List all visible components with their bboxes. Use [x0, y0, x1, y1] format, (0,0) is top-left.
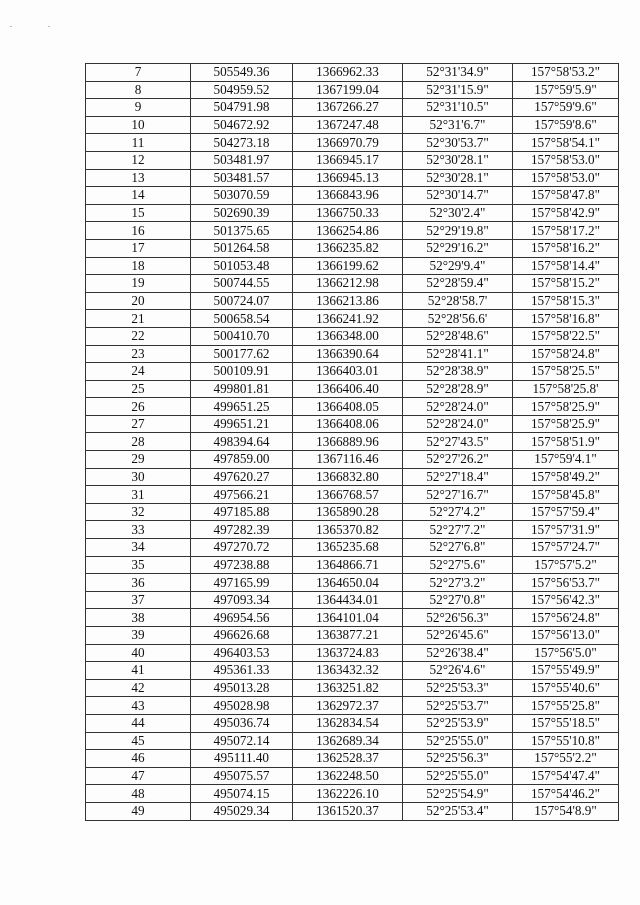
- y-coordinate-cell: 1366832.80: [293, 468, 403, 486]
- x-coordinate-cell: 503481.97: [191, 151, 293, 169]
- y-coordinate-cell: 1366213.86: [293, 292, 403, 310]
- longitude-cell: 157°56'5.0": [513, 644, 619, 662]
- longitude-cell: 157°56'53.7": [513, 574, 619, 592]
- latitude-cell: 52°27'3.2": [403, 574, 513, 592]
- y-coordinate-cell: 1366235.82: [293, 239, 403, 257]
- longitude-cell: 157°58'16.2": [513, 239, 619, 257]
- y-coordinate-cell: 1366408.05: [293, 398, 403, 416]
- x-coordinate-cell: 497620.27: [191, 468, 293, 486]
- point-number-cell: 31: [86, 486, 191, 504]
- y-coordinate-cell: 1363724.83: [293, 644, 403, 662]
- latitude-cell: 52°25'53.7": [403, 697, 513, 715]
- x-coordinate-cell: 496403.53: [191, 644, 293, 662]
- y-coordinate-cell: 1366970.79: [293, 134, 403, 152]
- y-coordinate-cell: 1363432.32: [293, 662, 403, 680]
- table-row: [86, 380, 619, 398]
- latitude-cell: 52°28'28.9": [403, 380, 513, 398]
- latitude-cell: 52°31'6.7": [403, 116, 513, 134]
- point-number-cell: 20: [86, 292, 191, 310]
- x-coordinate-cell: 500109.91: [191, 363, 293, 381]
- point-number-cell: 19: [86, 275, 191, 293]
- y-coordinate-cell: 1366199.62: [293, 257, 403, 275]
- y-coordinate-cell: 1362528.37: [293, 750, 403, 768]
- x-coordinate-cell: 497282.39: [191, 521, 293, 539]
- point-number-cell: 16: [86, 222, 191, 240]
- longitude-cell: 157°59'4.1": [513, 451, 619, 469]
- x-coordinate-cell: 500658.54: [191, 310, 293, 328]
- latitude-cell: 52°27'26.2": [403, 451, 513, 469]
- x-coordinate-cell: 497859.00: [191, 451, 293, 469]
- longitude-cell: 157°55'18.5": [513, 714, 619, 732]
- y-coordinate-cell: 1366254.86: [293, 222, 403, 240]
- x-coordinate-cell: 503481.57: [191, 169, 293, 187]
- longitude-cell: 157°57'31.9": [513, 521, 619, 539]
- latitude-cell: 52°31'34.9": [403, 64, 513, 82]
- x-coordinate-cell: 497238.88: [191, 556, 293, 574]
- table-row: [86, 750, 619, 768]
- y-coordinate-cell: 1363251.82: [293, 679, 403, 697]
- point-number-cell: 40: [86, 644, 191, 662]
- point-number-cell: 15: [86, 204, 191, 222]
- y-coordinate-cell: 1367116.46: [293, 451, 403, 469]
- point-number-cell: 46: [86, 750, 191, 768]
- longitude-cell: 157°58'16.8": [513, 310, 619, 328]
- y-coordinate-cell: 1366212.98: [293, 275, 403, 293]
- x-coordinate-cell: 497270.72: [191, 539, 293, 557]
- point-number-cell: 41: [86, 662, 191, 680]
- scan-speck: [48, 26, 50, 27]
- x-coordinate-cell: 495111.40: [191, 750, 293, 768]
- point-number-cell: 27: [86, 415, 191, 433]
- table-row: [86, 81, 619, 99]
- x-coordinate-cell: 497185.88: [191, 503, 293, 521]
- y-coordinate-cell: 1366889.96: [293, 433, 403, 451]
- x-coordinate-cell: 503070.59: [191, 187, 293, 205]
- point-number-cell: 30: [86, 468, 191, 486]
- table-row: [86, 415, 619, 433]
- table-row: [86, 257, 619, 275]
- point-number-cell: 21: [86, 310, 191, 328]
- y-coordinate-cell: 1366241.92: [293, 310, 403, 328]
- latitude-cell: 52°27'6.8": [403, 539, 513, 557]
- point-number-cell: 45: [86, 732, 191, 750]
- y-coordinate-cell: 1364434.01: [293, 591, 403, 609]
- longitude-cell: 157°58'49.2": [513, 468, 619, 486]
- point-number-cell: 35: [86, 556, 191, 574]
- point-number-cell: 43: [86, 697, 191, 715]
- longitude-cell: 157°58'53.2": [513, 64, 619, 82]
- latitude-cell: 52°25'55.0": [403, 732, 513, 750]
- table-row: [86, 521, 619, 539]
- point-number-cell: 32: [86, 503, 191, 521]
- x-coordinate-cell: 497165.99: [191, 574, 293, 592]
- table-row: [86, 451, 619, 469]
- y-coordinate-cell: 1364101.04: [293, 609, 403, 627]
- latitude-cell: 52°26'4.6": [403, 662, 513, 680]
- point-number-cell: 44: [86, 714, 191, 732]
- longitude-cell: 157°57'59.4": [513, 503, 619, 521]
- x-coordinate-cell: 501375.65: [191, 222, 293, 240]
- latitude-cell: 52°28'59.4": [403, 275, 513, 293]
- longitude-cell: 157°58'14.4": [513, 257, 619, 275]
- point-number-cell: 48: [86, 785, 191, 803]
- latitude-cell: 52°28'56.6': [403, 310, 513, 328]
- longitude-cell: 157°56'13.0": [513, 627, 619, 645]
- table-row: [86, 275, 619, 293]
- point-number-cell: 38: [86, 609, 191, 627]
- y-coordinate-cell: 1367247.48: [293, 116, 403, 134]
- x-coordinate-cell: 505549.36: [191, 64, 293, 82]
- y-coordinate-cell: 1366408.06: [293, 415, 403, 433]
- longitude-cell: 157°55'40.6": [513, 679, 619, 697]
- x-coordinate-cell: 495075.57: [191, 767, 293, 785]
- x-coordinate-cell: 501053.48: [191, 257, 293, 275]
- table-row: [86, 398, 619, 416]
- y-coordinate-cell: 1364866.71: [293, 556, 403, 574]
- longitude-cell: 157°58'45.8": [513, 486, 619, 504]
- table-row: [86, 64, 619, 82]
- latitude-cell: 52°27'5.6": [403, 556, 513, 574]
- longitude-cell: 157°58'53.0": [513, 169, 619, 187]
- latitude-cell: 52°30'28.1": [403, 169, 513, 187]
- y-coordinate-cell: 1366390.64: [293, 345, 403, 363]
- latitude-cell: 52°25'54.9": [403, 785, 513, 803]
- table-row: [86, 556, 619, 574]
- longitude-cell: 157°54'46.2": [513, 785, 619, 803]
- x-coordinate-cell: 499801.81: [191, 380, 293, 398]
- longitude-cell: 157°55'49.9": [513, 662, 619, 680]
- table-row: [86, 134, 619, 152]
- point-number-cell: 33: [86, 521, 191, 539]
- longitude-cell: 157°58'15.3": [513, 292, 619, 310]
- longitude-cell: 157°58'42.9": [513, 204, 619, 222]
- x-coordinate-cell: 495072.14: [191, 732, 293, 750]
- latitude-cell: 52°27'0.8": [403, 591, 513, 609]
- longitude-cell: 157°58'54.1": [513, 134, 619, 152]
- latitude-cell: 52°25'56.3": [403, 750, 513, 768]
- y-coordinate-cell: 1366406.40: [293, 380, 403, 398]
- table-row: [86, 486, 619, 504]
- longitude-cell: 157°58'25.9": [513, 398, 619, 416]
- latitude-cell: 52°27'16.7": [403, 486, 513, 504]
- table-row: [86, 151, 619, 169]
- latitude-cell: 52°25'53.4": [403, 802, 513, 820]
- table-row: [86, 732, 619, 750]
- table-row: [86, 644, 619, 662]
- longitude-cell: 157°58'24.8": [513, 345, 619, 363]
- x-coordinate-cell: 499651.21: [191, 415, 293, 433]
- x-coordinate-cell: 500410.70: [191, 327, 293, 345]
- table-row: [86, 310, 619, 328]
- x-coordinate-cell: 495028.98: [191, 697, 293, 715]
- point-number-cell: 23: [86, 345, 191, 363]
- y-coordinate-cell: 1363877.21: [293, 627, 403, 645]
- table-row: [86, 662, 619, 680]
- longitude-cell: 157°57'24.7": [513, 539, 619, 557]
- point-number-cell: 37: [86, 591, 191, 609]
- point-number-cell: 25: [86, 380, 191, 398]
- point-number-cell: 39: [86, 627, 191, 645]
- table-row: [86, 327, 619, 345]
- x-coordinate-cell: 495074.15: [191, 785, 293, 803]
- latitude-cell: 52°30'14.7": [403, 187, 513, 205]
- point-number-cell: 36: [86, 574, 191, 592]
- y-coordinate-cell: 1366768.57: [293, 486, 403, 504]
- table-row: [86, 714, 619, 732]
- latitude-cell: 52°26'45.6": [403, 627, 513, 645]
- point-number-cell: 22: [86, 327, 191, 345]
- point-number-cell: 9: [86, 99, 191, 117]
- point-number-cell: 17: [86, 239, 191, 257]
- table-row: [86, 697, 619, 715]
- latitude-cell: 52°27'18.4": [403, 468, 513, 486]
- point-number-cell: 7: [86, 64, 191, 82]
- x-coordinate-cell: 501264.58: [191, 239, 293, 257]
- latitude-cell: 52°30'53.7": [403, 134, 513, 152]
- x-coordinate-cell: 500724.07: [191, 292, 293, 310]
- point-number-cell: 29: [86, 451, 191, 469]
- table-row: [86, 99, 619, 117]
- longitude-cell: 157°55'10.8": [513, 732, 619, 750]
- y-coordinate-cell: 1362834.54: [293, 714, 403, 732]
- x-coordinate-cell: 498394.64: [191, 433, 293, 451]
- table-row: [86, 468, 619, 486]
- point-number-cell: 47: [86, 767, 191, 785]
- point-number-cell: 14: [86, 187, 191, 205]
- point-number-cell: 24: [86, 363, 191, 381]
- scan-speck: [10, 26, 12, 27]
- latitude-cell: 52°31'10.5": [403, 99, 513, 117]
- y-coordinate-cell: 1367199.04: [293, 81, 403, 99]
- longitude-cell: 157°54'8.9": [513, 802, 619, 820]
- x-coordinate-cell: 497566.21: [191, 486, 293, 504]
- y-coordinate-cell: 1366962.33: [293, 64, 403, 82]
- longitude-cell: 157°59'8.6": [513, 116, 619, 134]
- y-coordinate-cell: 1365890.28: [293, 503, 403, 521]
- y-coordinate-cell: 1365370.82: [293, 521, 403, 539]
- x-coordinate-cell: 495036.74: [191, 714, 293, 732]
- longitude-cell: 157°58'51.9": [513, 433, 619, 451]
- y-coordinate-cell: 1366945.17: [293, 151, 403, 169]
- latitude-cell: 52°28'24.0": [403, 415, 513, 433]
- longitude-cell: 157°58'53.0": [513, 151, 619, 169]
- y-coordinate-cell: 1367266.27: [293, 99, 403, 117]
- y-coordinate-cell: 1362226.10: [293, 785, 403, 803]
- latitude-cell: 52°27'4.2": [403, 503, 513, 521]
- coordinates-table-body: [86, 64, 619, 821]
- x-coordinate-cell: 504273.18: [191, 134, 293, 152]
- x-coordinate-cell: 500744.55: [191, 275, 293, 293]
- latitude-cell: 52°27'7.2": [403, 521, 513, 539]
- point-number-cell: 13: [86, 169, 191, 187]
- longitude-cell: 157°56'42.3": [513, 591, 619, 609]
- y-coordinate-cell: 1364650.04: [293, 574, 403, 592]
- x-coordinate-cell: 500177.62: [191, 345, 293, 363]
- latitude-cell: 52°29'19.8": [403, 222, 513, 240]
- longitude-cell: 157°58'22.5": [513, 327, 619, 345]
- table-row: [86, 345, 619, 363]
- table-row: [86, 609, 619, 627]
- latitude-cell: 52°28'48.6": [403, 327, 513, 345]
- latitude-cell: 52°28'58.7': [403, 292, 513, 310]
- point-number-cell: 8: [86, 81, 191, 99]
- longitude-cell: 157°56'24.8": [513, 609, 619, 627]
- table-row: [86, 204, 619, 222]
- y-coordinate-cell: 1362248.50: [293, 767, 403, 785]
- coordinates-table: [85, 63, 619, 821]
- table-row: [86, 574, 619, 592]
- table-row: [86, 239, 619, 257]
- x-coordinate-cell: 504791.98: [191, 99, 293, 117]
- y-coordinate-cell: 1366945.13: [293, 169, 403, 187]
- x-coordinate-cell: 495361.33: [191, 662, 293, 680]
- table-row: [86, 802, 619, 820]
- table-row: [86, 222, 619, 240]
- table-row: [86, 591, 619, 609]
- point-number-cell: 49: [86, 802, 191, 820]
- x-coordinate-cell: 504672.92: [191, 116, 293, 134]
- longitude-cell: 157°57'5.2": [513, 556, 619, 574]
- point-number-cell: 18: [86, 257, 191, 275]
- y-coordinate-cell: 1365235.68: [293, 539, 403, 557]
- longitude-cell: 157°58'17.2": [513, 222, 619, 240]
- latitude-cell: 52°31'15.9": [403, 81, 513, 99]
- point-number-cell: 42: [86, 679, 191, 697]
- table-row: [86, 679, 619, 697]
- latitude-cell: 52°29'9.4": [403, 257, 513, 275]
- table-row: [86, 187, 619, 205]
- point-number-cell: 26: [86, 398, 191, 416]
- latitude-cell: 52°28'38.9": [403, 363, 513, 381]
- longitude-cell: 157°54'47.4": [513, 767, 619, 785]
- y-coordinate-cell: 1366348.00: [293, 327, 403, 345]
- table-row: [86, 503, 619, 521]
- x-coordinate-cell: 495029.34: [191, 802, 293, 820]
- x-coordinate-cell: 499651.25: [191, 398, 293, 416]
- longitude-cell: 157°55'2.2": [513, 750, 619, 768]
- table-row: [86, 292, 619, 310]
- point-number-cell: 28: [86, 433, 191, 451]
- latitude-cell: 52°28'24.0": [403, 398, 513, 416]
- table-row: [86, 169, 619, 187]
- table-row: [86, 785, 619, 803]
- y-coordinate-cell: 1366403.01: [293, 363, 403, 381]
- latitude-cell: 52°26'56.3": [403, 609, 513, 627]
- longitude-cell: 157°59'5.9": [513, 81, 619, 99]
- latitude-cell: 52°28'41.1": [403, 345, 513, 363]
- latitude-cell: 52°26'38.4": [403, 644, 513, 662]
- longitude-cell: 157°58'25.9": [513, 415, 619, 433]
- table-row: [86, 539, 619, 557]
- latitude-cell: 52°25'55.0": [403, 767, 513, 785]
- y-coordinate-cell: 1362972.37: [293, 697, 403, 715]
- x-coordinate-cell: 497093.34: [191, 591, 293, 609]
- y-coordinate-cell: 1361520.37: [293, 802, 403, 820]
- y-coordinate-cell: 1366750.33: [293, 204, 403, 222]
- latitude-cell: 52°25'53.9": [403, 714, 513, 732]
- table-row: [86, 627, 619, 645]
- y-coordinate-cell: 1362689.34: [293, 732, 403, 750]
- point-number-cell: 34: [86, 539, 191, 557]
- x-coordinate-cell: 495013.28: [191, 679, 293, 697]
- longitude-cell: 157°59'9.6": [513, 99, 619, 117]
- longitude-cell: 157°58'15.2": [513, 275, 619, 293]
- point-number-cell: 11: [86, 134, 191, 152]
- latitude-cell: 52°29'16.2": [403, 239, 513, 257]
- point-number-cell: 10: [86, 116, 191, 134]
- longitude-cell: 157°55'25.8": [513, 697, 619, 715]
- point-number-cell: 12: [86, 151, 191, 169]
- longitude-cell: 157°58'25.8': [513, 380, 619, 398]
- latitude-cell: 52°25'53.3": [403, 679, 513, 697]
- table-row: [86, 116, 619, 134]
- x-coordinate-cell: 504959.52: [191, 81, 293, 99]
- longitude-cell: 157°58'25.5": [513, 363, 619, 381]
- latitude-cell: 52°27'43.5": [403, 433, 513, 451]
- latitude-cell: 52°30'2.4": [403, 204, 513, 222]
- longitude-cell: 157°58'47.8": [513, 187, 619, 205]
- x-coordinate-cell: 502690.39: [191, 204, 293, 222]
- table-row: [86, 767, 619, 785]
- latitude-cell: 52°30'28.1": [403, 151, 513, 169]
- x-coordinate-cell: 496626.68: [191, 627, 293, 645]
- y-coordinate-cell: 1366843.96: [293, 187, 403, 205]
- table-row: [86, 363, 619, 381]
- table-row: [86, 433, 619, 451]
- x-coordinate-cell: 496954.56: [191, 609, 293, 627]
